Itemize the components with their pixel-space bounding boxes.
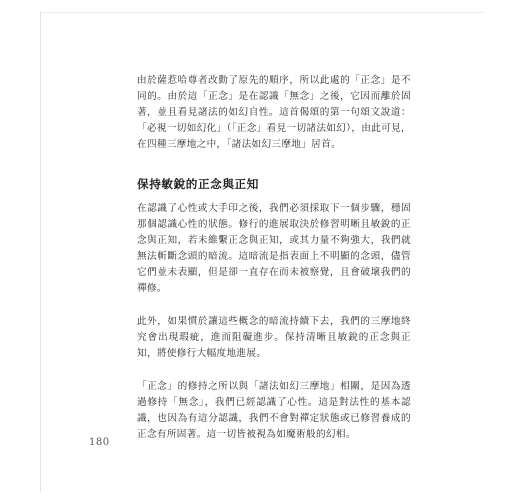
paragraph-3: 「正念」的修持之所以與「諸法如幻三摩地」相關，是因為透過修持「無念」，我們已經認識了心性。這是對法性的基本認識，也因為有這分認識，我們不會對禪定狀態或已修習養成的正念有所固著。這一切皆被視為如魔術般的幻相。: [137, 381, 411, 440]
page-content: [137, 73, 411, 443]
section-heading: 保持敏銳的正念與正知: [137, 177, 259, 191]
page-number: 180: [89, 437, 110, 448]
paragraph-1: 在認識了心性或大手印之後，我們必須採取下一個步驟，穩固那個認識心性的狀態。修行的進展取決於修習明晰且敏銳的正念與正知，若未維繫正念與正知，或其力量不夠強大，我們就無法斬斷念頭的暗流。這暗流是指表面上不明顯的念頭，儘管它們並未表顯，但是卻一直存在而未被察覺，且會破壞我們的禪修。: [137, 203, 411, 294]
paragraph-intro: 由於薩惹哈尊者改動了原先的順序，所以此處的「正念」是不同的。由於這「正念」是在認識「無念」之後，它因而離於固著，並且看見諸法的如幻自性。這首偈頌的第一句頌文說道：「必視一切如幻化」（「正念」看見一切諸法如幻），由此可見，在四種三摩地之中，「諸法如幻三摩地」居首。: [137, 75, 411, 150]
paragraph-2: 此外，如果慣於讓這些概念的暗流持續下去，我們的三摩地終究會出現瑕疵，進而阻礙進步。保持清晰且敏銳的正念與正知，將使修行大幅度地進展。: [137, 316, 411, 359]
